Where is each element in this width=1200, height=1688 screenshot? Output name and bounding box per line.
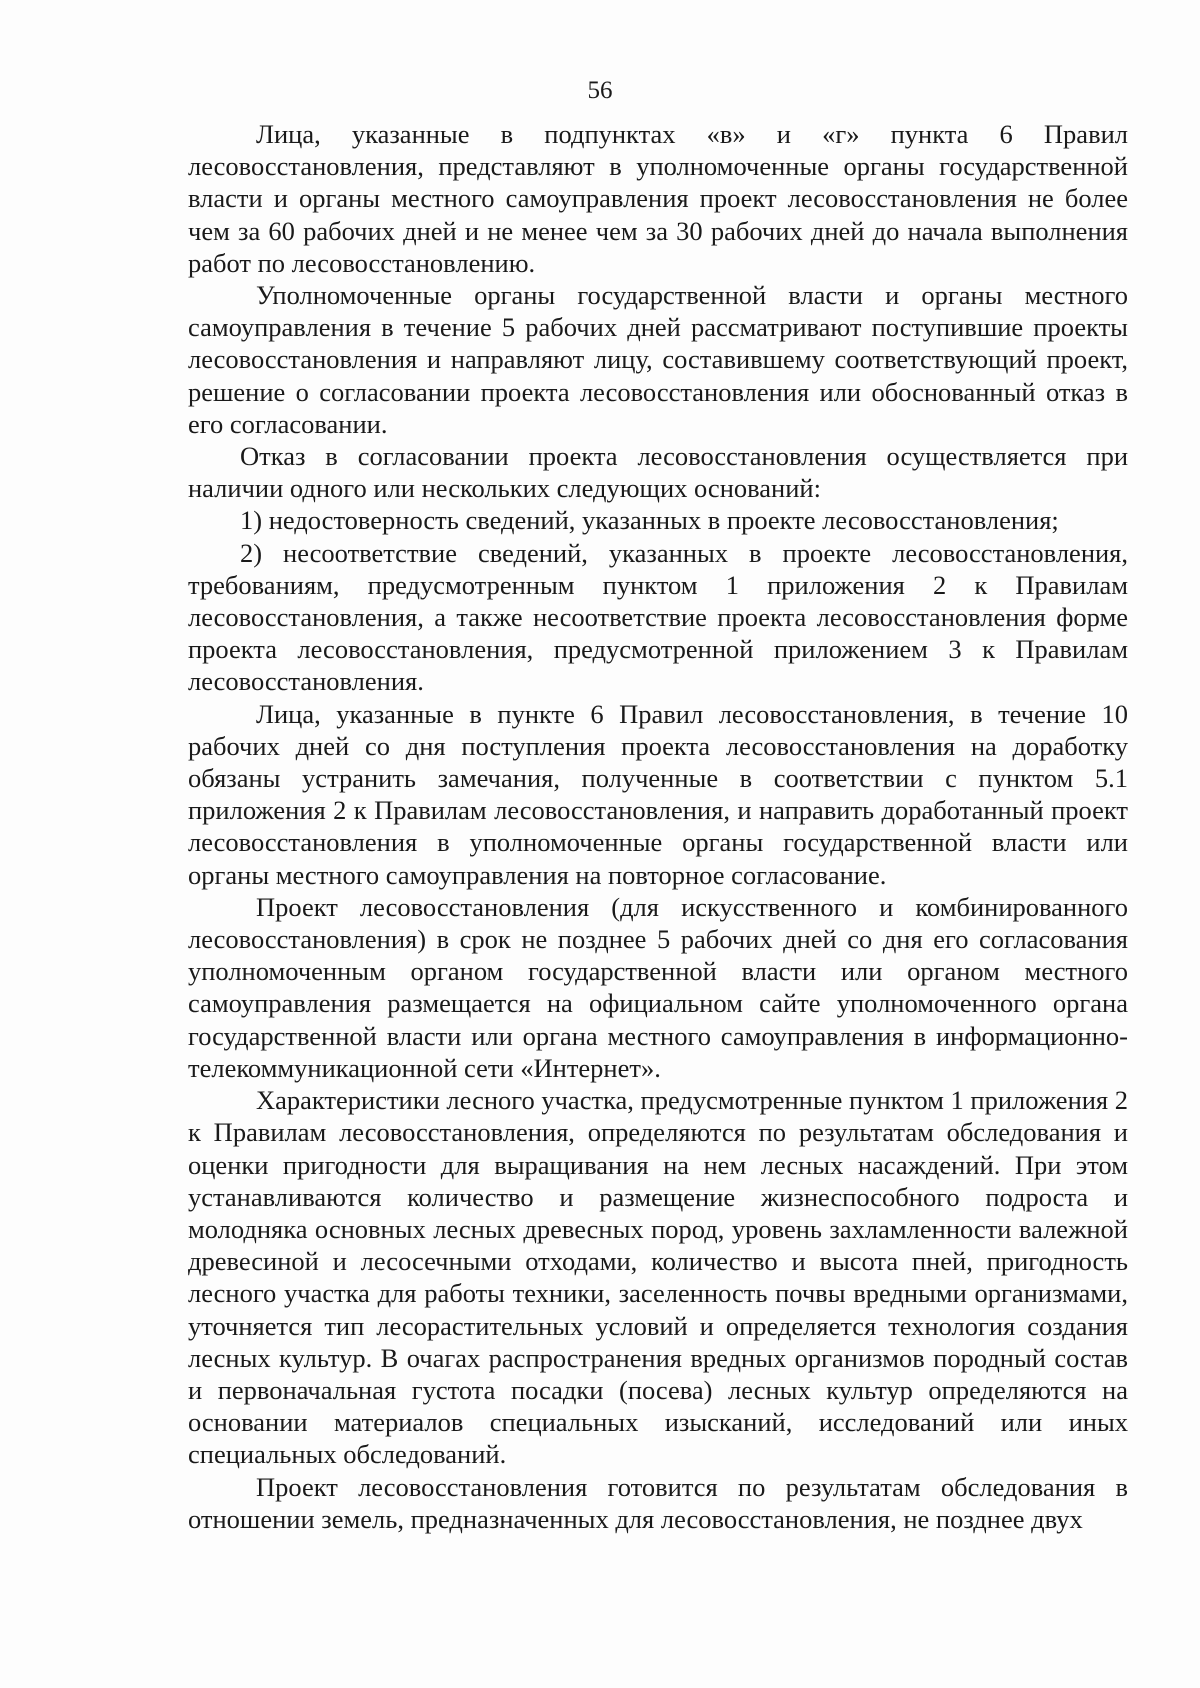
page-number: 56	[587, 77, 613, 104]
paragraph-publication: Проект лесовосстановления (для искусственного и комбинированного лесовосстановления) в срок не позднее 5 рабочих дней со дня его согласования уполномоченным органом государственной власти или органом местного самоуправления размещается на официальном сайте уполномоченного органа государственной власти или органа местного самоуправления в информационно-телекоммуникационной сети «Интернет».	[188, 891, 1128, 1083]
paragraph-revision: Лица, указанные в пункте 6 Правил лесовосстановления, в течение 10 рабочих дней со дня поступления проекта лесовосстановления на доработку обязаны устранить замечания, полученные в соответствии с пунктом 5.1 приложения 2 к Правилам лесовосстановления, и направить доработанный проект лесовосстановления в уполномоченные органы государственной власти или органы местного самоуправления на повторное согласование.	[188, 698, 1128, 890]
paragraph-project-preparation: Проект лесовосстановления готовится по результатам обследования в отношении земель, предназначенных для лесовосстановления, не позднее двух	[188, 1471, 1128, 1534]
list-item-2: 2) несоответствие сведений, указанных в проекте лесовосстановления, требованиям, предусмотренным пунктом 1 приложения 2 к Правилам лесовосстановления, а также несоответствие проекта лесовосстановления форме проекта лесовосстановления, предусмотренной приложением 3 к Правилам лесовосстановления.	[188, 537, 1128, 697]
list-item-1: 1) недостоверность сведений, указанных в проекте лесовосстановления;	[240, 505, 1059, 536]
paragraph-refusal-grounds: Отказ в согласовании проекта лесовосстановления осуществляется при наличии одного или нескольких следующих оснований:	[188, 441, 1128, 504]
paragraph-site-characteristics: Характеристики лесного участка, предусмотренные пунктом 1 приложения 2 к Правилам лесовосстановления, определяются по результатам обследования и оценки пригодности для выращивания на нем лесных насаждений. При этом устанавливаются количество и размещение жизнеспособного подроста и молодняка основных лесных древесных пород, уровень захламленности валежной древесиной и лесосечными отходами, количество и высота пней, пригодность лесного участка для работы техники, заселенность почвы вредными организмами, уточняется тип лесорастительных условий и определяется технология создания лесных культур. В очагах распространения вредных организмов породный состав и первоначальная густота посадки (посева) лесных культур определяются на основании материалов специальных изысканий, исследований или иных специальных обследований.	[188, 1085, 1128, 1470]
paragraph-review-period: Уполномоченные органы государственной власти и органы местного самоуправления в течение 5 рабочих дней рассматривают поступившие проекты лесовосстановления и направляют лицу, составившему соответствующий проект, решение о согласовании проекта лесовосстановления или обоснованный отказ в его согласовании.	[188, 280, 1128, 439]
document-body	[188, 118, 1128, 1535]
paragraph-submission-deadline: Лица, указанные в подпунктах «в» и «г» пункта 6 Правил лесовосстановления, представляют в уполномоченные органы государственной власти и органы местного самоуправления проект лесовосстановления не более чем за 60 рабочих дней и не менее чем за 30 рабочих дней до начала выполнения работ по лесовосстановлению.	[188, 119, 1128, 278]
